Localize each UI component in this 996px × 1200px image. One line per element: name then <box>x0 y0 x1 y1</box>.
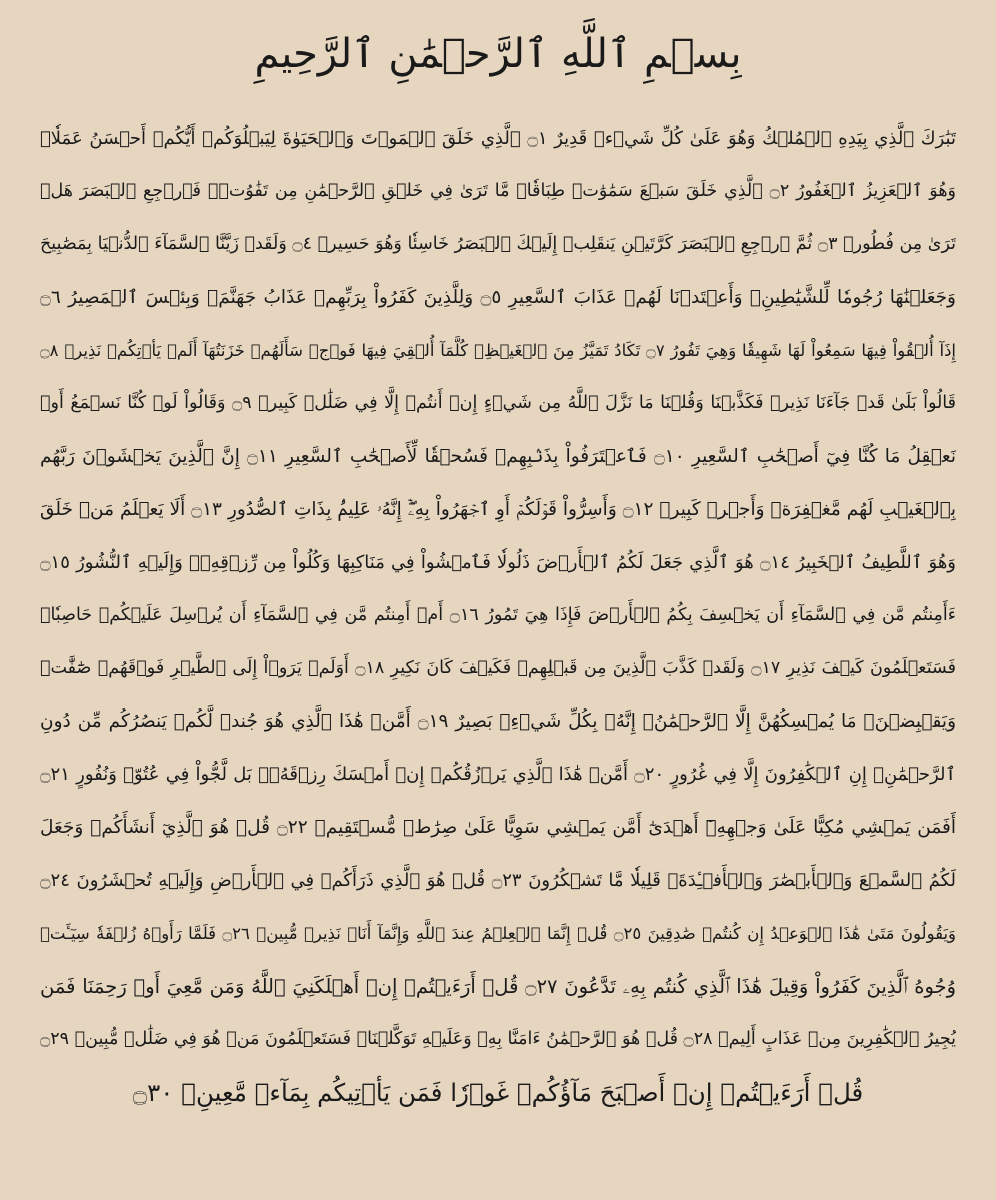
text-line: تَرَىٰ مِن فُطُورٖ ۝٣ ثُمَّ ٱرۡجِعِ ٱلۡبَصَرَ كَرَّتَيۡنِ يَنقَلِبۡ إِلَيۡكَ ٱلۡبَصَرُ خَاسِئٗا وَهُوَ حَسِيرٞ ۝٤ وَلَقَدۡ زَيَّنَّا ٱلسَّمَآءَ ٱلدُّنۡيَا بِمَصَٰبِيحَ <box>40 234 956 254</box>
text-line: وَيَقۡبِضۡنَۚ مَا يُمۡسِكُهُنَّ إِلَّا ٱلرَّحۡمَٰنُۚ إِنَّهُۥ بِكُلِّ شَيۡءِۭ بَصِيرٌ ۝١٩ أَمَّنۡ هَٰذَا ٱلَّذِي هُوَ جُندٞ لَّكُمۡ يَنصُرُكُم مِّن دُونِ <box>40 711 956 732</box>
text-line-last: قُلۡ أَرَءَيۡتُمۡ إِنۡ أَصۡبَحَ مَآؤُكُمۡ غَوۡرٗا فَمَن يَأۡتِيكُم بِمَآءٖ مَّعِينِۭ ۝٣٠ <box>132 1078 864 1107</box>
text-line: وَيَقُولُونَ مَتَىٰ هَٰذَا ٱلۡوَعۡدُ إِن كُنتُمۡ صَٰدِقِينَ ۝٢٥ قُلۡ إِنَّمَا ٱلۡعِلۡمُ عِندَ ٱللَّهِ وَإِنَّمَآ أَنَا۠ نَذِيرٞ مُّبِينٞ ۝٢٦ فَلَمَّا رَأَوۡهُ زُلۡفَةٗ سِيٓـَٔتۡ <box>40 924 956 943</box>
text-line: وَجَعَلۡنَٰهَا رُجُومٗا لِّلشَّيَٰطِينِۖ وَأَعۡتَدۡنَا لَهُمۡ عَذَابَ ٱلسَّعِيرِ ۝٥ وَلِلَّذِينَ كَفَرُواْ بِرَبِّهِمۡ عَذَابُ جَهَنَّمَۖ وَبِئۡسَ ٱلۡمَصِيرُ ۝٦ <box>40 287 956 308</box>
text-line: إِذَآ أُلۡقُواْ فِيهَا سَمِعُواْ لَهَا شَهِيقٗا وَهِيَ تَفُورُ ۝٧ تَكَادُ تَمَيَّزُ مِنَ ٱلۡغَيۡظِۖ كُلَّمَآ أُلۡقِيَ فِيهَا فَوۡجٞ سَأَلَهُمۡ خَزَنَتُهَآ أَلَمۡ يَأۡتِكُمۡ نَذِيرٞ ۝٨ <box>40 341 956 360</box>
text-line: يُجِيرُ ٱلۡكَٰفِرِينَ مِنۡ عَذَابٍ أَلِيمٖ ۝٢٨ قُلۡ هُوَ ٱلرَّحۡمَٰنُ ءَامَنَّا بِهِۦ وَعَلَيۡهِ تَوَكَّلۡنَاۖ فَسَتَعۡلَمُونَ مَنۡ هُوَ فِي ضَلَٰلٖ مُّبِينٖ ۝٢٩ <box>40 1029 956 1049</box>
text-line: فَسَتَعۡلَمُونَ كَيۡفَ نَذِيرِ ۝١٧ وَلَقَدۡ كَذَّبَ ٱلَّذِينَ مِن قَبۡلِهِمۡ فَكَيۡفَ كَانَ نَكِيرِ ۝١٨ أَوَلَمۡ يَرَوۡاْ إِلَى ٱلطَّيۡرِ فَوۡقَهُمۡ صَٰٓفَّٰتٖ <box>40 658 956 678</box>
text-line: بِٱلۡغَيۡبِ لَهُم مَّغۡفِرَةٞ وَأَجۡرٞ كَبِيرٞ ۝١٢ وَأَسِرُّواْ قَوۡلَكُمۡ أَوِ ٱجۡهَرُواْ بِهِۦٓۖ إِنَّهُۥ عَلِيمُۢ بِذَاتِ ٱلصُّدُورِ ۝١٣ أَلَا يَعۡلَمُ مَنۡ خَلَقَ <box>40 499 956 520</box>
text-line: نَعۡقِلُ مَا كُنَّا فِيٓ أَصۡحَٰبِ ٱلسَّعِيرِ ۝١٠ فَٱعۡتَرَفُواْ بِذَنۢبِهِمۡ فَسُحۡقٗا لِّأَصۡحَٰبِ ٱلسَّعِيرِ ۝١١ إِنَّ ٱلَّذِينَ يَخۡشَوۡنَ رَبَّهُم <box>40 446 956 467</box>
text-line: وَهُوَ ٱلۡعَزِيزُ ٱلۡغَفُورُ ۝٢ ٱلَّذِي خَلَقَ سَبۡعَ سَمَٰوَٰتٖ طِبَاقٗاۖ مَّا تَرَىٰ فِي خَلۡقِ ٱلرَّحۡمَٰنِ مِن تَفَٰوُتٖۖ فَٱرۡجِعِ ٱلۡبَصَرَ هَلۡ <box>40 181 956 201</box>
basmala-heading: بِسۡمِ ٱللَّهِ ٱلرَّحۡمَٰنِ ٱلرَّحِيمِ <box>254 31 742 77</box>
text-line: قَالُواْ بَلَىٰ قَدۡ جَآءَنَا نَذِيرٞ فَكَذَّبۡنَا وَقُلۡنَا مَا نَزَّلَ ٱللَّهُ مِن شَيۡءٍ إِنۡ أَنتُمۡ إِلَّا فِي ضَلَٰلٖ كَبِيرٖ ۝٩ وَقَالُواْ لَوۡ كُنَّا نَسۡمَعُ أَوۡ <box>40 393 956 413</box>
text-line: لَكُمُ ٱلسَّمۡعَ وَٱلۡأَبۡصَٰرَ وَٱلۡأَفۡـِٔدَةَۖ قَلِيلٗا مَّا تَشۡكُرُونَ ۝٢٣ قُلۡ هُوَ ٱلَّذِي ذَرَأَكُمۡ فِي ٱلۡأَرۡضِ وَإِلَيۡهِ تُحۡشَرُونَ ۝٢٤ <box>40 870 956 891</box>
text-line: أَفَمَن يَمۡشِي مُكِبًّا عَلَىٰ وَجۡهِهِۦٓ أَهۡدَىٰٓ أَمَّن يَمۡشِي سَوِيًّا عَلَىٰ صِرَٰطٖ مُّسۡتَقِيمٖ ۝٢٢ قُلۡ هُوَ ٱلَّذِيٓ أَنشَأَكُمۡ وَجَعَلَ <box>40 817 956 838</box>
text-line: ٱلرَّحۡمَٰنِۚ إِنِ ٱلۡكَٰفِرُونَ إِلَّا فِي غُرُورٍ ۝٢٠ أَمَّنۡ هَٰذَا ٱلَّذِي يَرۡزُقُكُمۡ إِنۡ أَمۡسَكَ رِزۡقَهُۥۚ بَل لَّجُّواْ فِي عُتُوّٖ وَنُفُورٍ ۝٢١ <box>40 764 956 785</box>
text-line: وَهُوَ ٱللَّطِيفُ ٱلۡخَبِيرُ ۝١٤ هُوَ ٱلَّذِي جَعَلَ لَكُمُ ٱلۡأَرۡضَ ذَلُولٗا فَٱمۡشُواْ فِي مَنَاكِبِهَا وَكُلُواْ مِن رِّزۡقِهِۦۖ وَإِلَيۡهِ ٱلنُّشُورُ ۝١٥ <box>40 552 956 573</box>
text-line: وُجُوهُ ٱلَّذِينَ كَفَرُواْ وَقِيلَ هَٰذَا ٱلَّذِي كُنتُم بِهِۦ تَدَّعُونَ ۝٢٧ قُلۡ أَرَءَيۡتُمۡ إِنۡ أَهۡلَكَنِيَ ٱللَّهُ وَمَن مَّعِيَ أَوۡ رَحِمَنَا فَمَن <box>40 975 956 998</box>
text-line: تَبَٰرَكَ ٱلَّذِي بِيَدِهِ ٱلۡمُلۡكُ وَهُوَ عَلَىٰ كُلِّ شَيۡءٖ قَدِيرٌ ۝١ ٱلَّذِي خَلَقَ ٱلۡمَوۡتَ وَٱلۡحَيَوٰةَ لِيَبۡلُوَكُمۡ أَيُّكُمۡ أَحۡسَنُ عَمَلٗاۚ <box>40 128 956 149</box>
verse-lines <box>40 112 956 1119</box>
text-line: ءَأَمِنتُم مَّن فِي ٱلسَّمَآءِ أَن يَخۡسِفَ بِكُمُ ٱلۡأَرۡضَ فَإِذَا هِيَ تَمُورُ ۝١٦ أَمۡ أَمِنتُم مَّن فِي ٱلسَّمَآءِ أَن يُرۡسِلَ عَلَيۡكُمۡ حَاصِبٗاۖ <box>40 605 956 625</box>
